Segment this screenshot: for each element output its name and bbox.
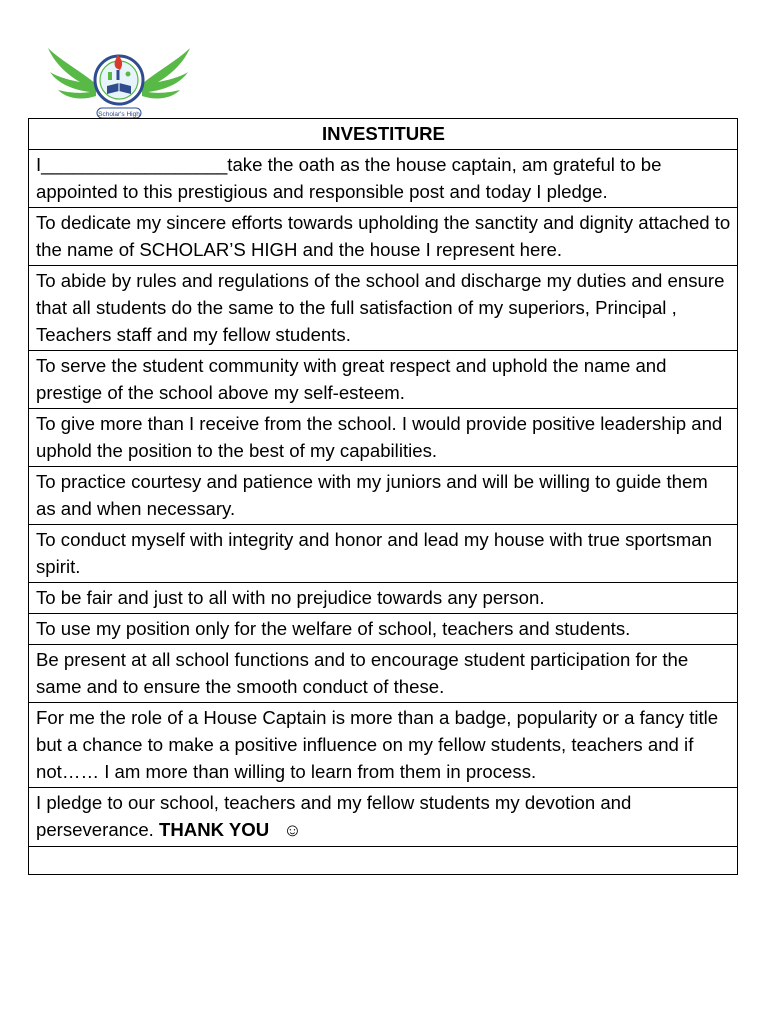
thank-you-text: THANK YOU — [159, 819, 270, 840]
pledge-item: To use my position only for the welfare of school, teachers and students. — [29, 614, 738, 645]
table-row — [29, 351, 738, 409]
school-logo — [46, 42, 192, 120]
logo-text: Scholar's High — [98, 111, 140, 118]
table-row — [29, 467, 738, 525]
table-row — [29, 645, 738, 703]
closing-text: I pledge to our school, teachers and my fellow students my devotion and perseverance. — [36, 792, 632, 840]
document-title: INVESTITURE — [29, 119, 738, 150]
pledge-item: To practice courtesy and patience with my juniors and will be willing to guide them as and when necessary. — [29, 467, 738, 525]
table-row — [29, 614, 738, 645]
table-row — [29, 266, 738, 351]
pledge-item: To conduct myself with integrity and honor and lead my house with true sportsman spirit. — [29, 525, 738, 583]
pledge-item: To dedicate my sincere efforts towards upholding the sanctity and dignity attached to the name of SCHOLAR’S HIGH and the house I represent here. — [29, 208, 738, 266]
pledge-item: To be fair and just to all with no prejudice towards any person. — [29, 583, 738, 614]
pledge-item: For me the role of a House Captain is more than a badge, popularity or a fancy title but a chance to make a positive influence on my fellow students, teachers and if not…… I am more than willing to learn from them in process. — [29, 703, 738, 788]
table-row — [29, 208, 738, 266]
closing-pledge — [29, 788, 738, 847]
pledge-item: To serve the student community with great respect and uphold the name and prestige of the school above my self-esteem. — [29, 351, 738, 409]
pledge-item: Be present at all school functions and to encourage student participation for the same and to ensure the smooth conduct of these. — [29, 645, 738, 703]
pledge-item: To abide by rules and regulations of the school and discharge my duties and ensure that all students do the same to the full satisfaction of my superiors, Principal , Teachers staff and my fellow students. — [29, 266, 738, 351]
table-row — [29, 583, 738, 614]
table-row — [29, 703, 738, 788]
pledge-item: To give more than I receive from the school. I would provide positive leadership and uphold the position to the best of my capabilities. — [29, 409, 738, 467]
smiley-icon: ☺ — [283, 820, 302, 840]
title-row — [29, 119, 738, 150]
table-row — [29, 788, 738, 847]
empty-row — [29, 847, 738, 875]
table-row — [29, 847, 738, 875]
winged-crest-icon — [46, 42, 192, 120]
table-row — [29, 150, 738, 208]
investiture-table — [28, 118, 738, 875]
table-row — [29, 525, 738, 583]
table-row — [29, 409, 738, 467]
oath-intro: I__________________take the oath as the house captain, am grateful to be appointed to this prestigious and responsible post and today I pledge. — [29, 150, 738, 208]
